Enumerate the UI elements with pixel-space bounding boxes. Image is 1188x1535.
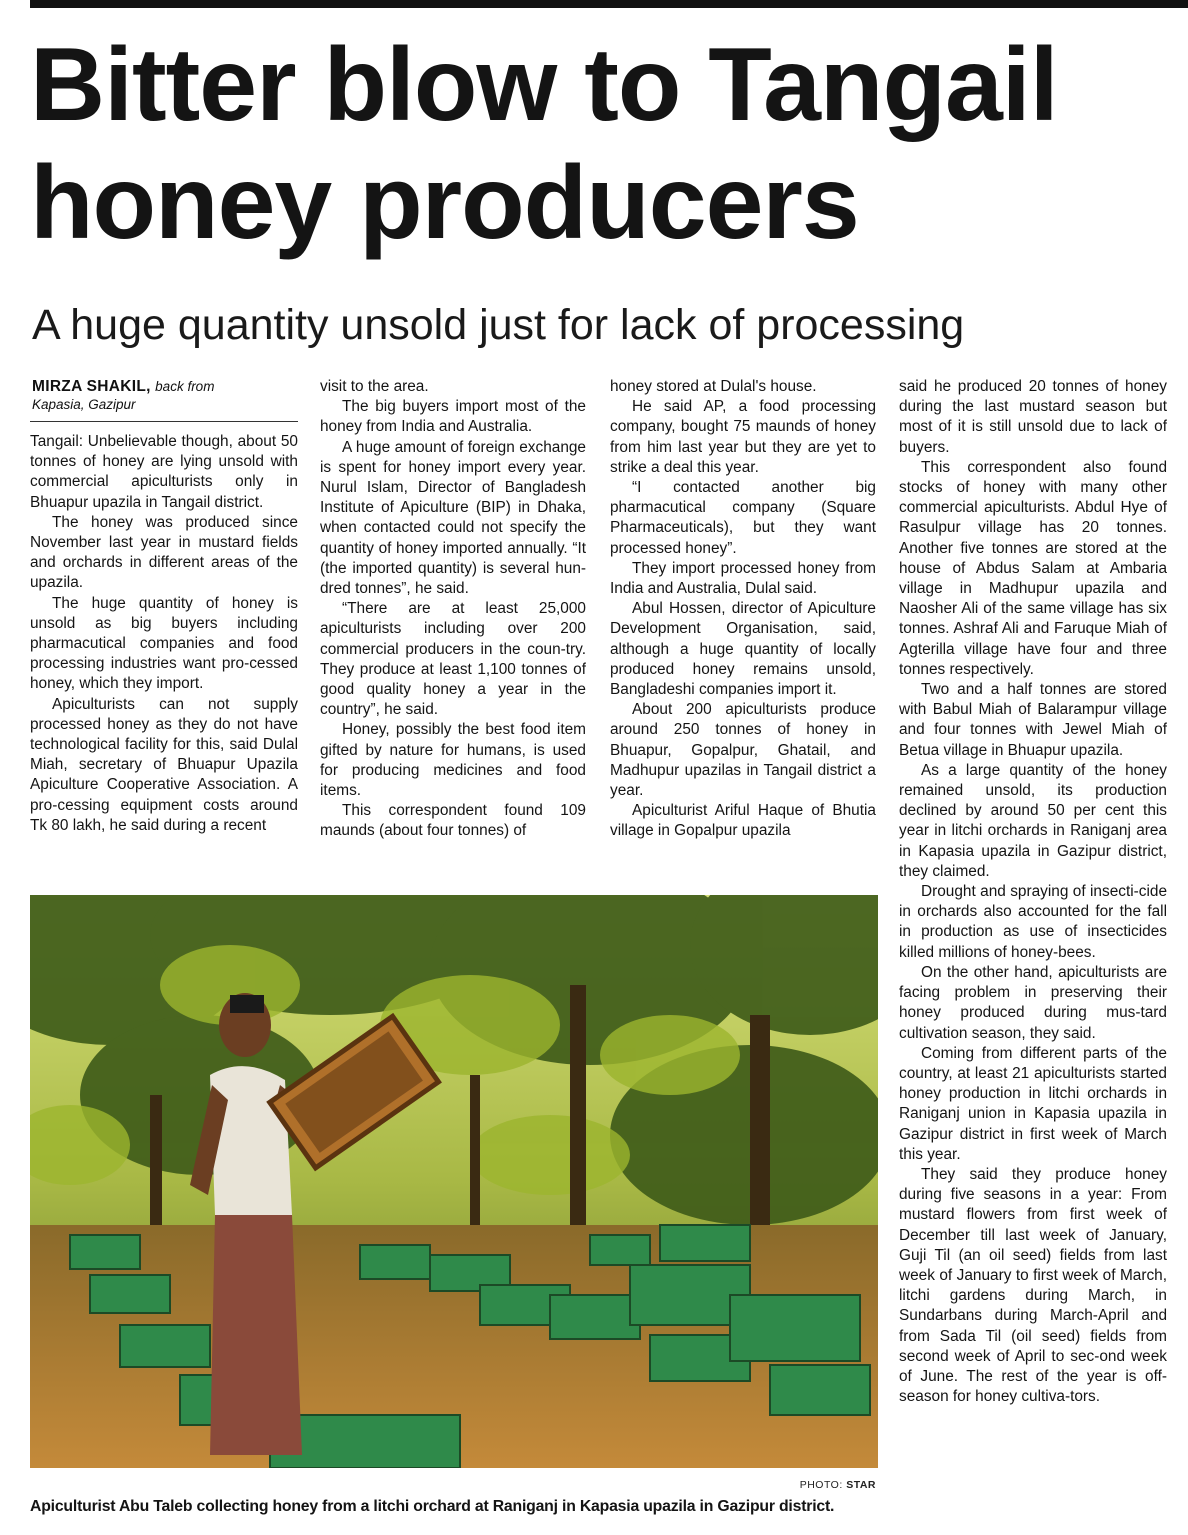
byline-from: back from [155,379,215,394]
article-paragraph: Two and a half tonnes are stored with Babul Miah of Balarampur village and four tonnes with Jewel Miah of Betua village in Bhuapur upazila. [899,681,1167,759]
article-paragraph: This correspondent also found stocks of honey with many other commercial apiculturists. Abdul Hye of Rasulpur village has 20 tonnes. Another five tonnes are stored at the house of Abdus Salam at Ambaria village in Madhupur upazila and Naosher Ali of the same village has six tonnes. Ashraf Ali and Faruque Miah of Agterilla village have four and three tonnes respectively. [899,458,1167,678]
article-paragraph: honey stored at Dulal's house. [610,378,817,395]
article-paragraph: Coming from different parts of the country, at least 21 apiculturists started honey production in litchi orchards in Raniganj union in Kapasia upazila in Gazipur district in first week of March this year. [899,1044,1167,1163]
article-paragraph: “There are at least 25,000 apiculturists including over 200 commercial producers in the coun-try. They produce at least 1,100 tonnes of good quality honey a year in the country”, he said. [320,600,586,719]
article-paragraph: They import processed honey from India and Australia, Dulal said. [610,559,876,598]
article-paragraph: visit to the area. [320,378,429,395]
article-paragraph: “I contacted another big pharmacutical company (Square Pharmaceuticals), but they want processed honey”. [610,479,876,557]
photo-illustration [30,895,878,1468]
article-column-4 [899,377,1167,1492]
article-paragraph: Apiculturists can not supply processed honey as they do not have technological facility for this, said Dulal Miah, secretary of Bhuapur Upazila Apiculture Cooperative Association. A pro-cessing equipment costs around Tk 80 lakh, he said during a recent [30,695,298,834]
headline: Bitter blow to Tangail honey producers [30,27,1058,261]
top-rule [30,0,1188,8]
photo-caption: Apiculturist Abu Taleb collecting honey from a litchi orchard at Raniganj in Kapasia upazila in Gazipur district. [30,1498,835,1515]
article-column-3 [610,377,876,867]
article-paragraph: About 200 apiculturists produce around 250 tonnes of honey in Bhuapur, Gopalpur, Ghatail, and Madhupur upazilas in Tangail district a year. [610,701,876,800]
byline-rule [30,421,298,422]
article-paragraph: They said they produce honey during five seasons in a year: From mustard flowers from first week of December till last week of January, Guji Til (an oil seed) fields from last week of January to first week of March, litchi gardens during March, in Sundarbans during March-April and from Sada Til (oil seed) fields from second week of April to sec-ond week of June. The rest of the year is off-season for honey cultiva-tors. [899,1165,1167,1406]
article-paragraph: Apiculturist Ariful Haque of Bhutia village in Gopalpur upazila [610,802,876,840]
byline-location: Kapasia, Gazipur [32,397,136,412]
article-paragraph: Honey, possibly the best food item gifted by nature for humans, is used for producing medicines and food items. [320,721,586,800]
photo-credit-prefix: PHOTO: [799,1479,843,1491]
article-paragraph: The big buyers import most of the honey from India and Australia. [320,398,586,436]
article-photo [30,895,878,1468]
article-paragraph: A huge amount of foreign exchange is spent for honey import every year. Nurul Islam, Director of Bangladesh Institute of Apiculture (BIP) in Dhaka, when contacted could not specify the quantity of honey imported annually. “It (the imported quantity) is several hun-dred tonnes”, he said. [320,438,586,598]
byline [32,378,298,413]
article-column-1 [30,432,298,882]
photo-credit [700,1479,876,1491]
article-paragraph: Abul Hossen, director of Apiculture Development Organisation, said, although a huge quantity of locally produced honey remains unsold, Bangladeshi companies import it. [610,600,876,699]
article-paragraph: The honey was produced since November last year in mustard fields and orchards in different areas of the upazila. [30,513,298,592]
byline-author: MIRZA SHAKIL, [32,378,151,395]
subheadline: A huge quantity unsold just for lack of processing [32,301,965,349]
article-paragraph: On the other hand, apiculturists are facing problem in preserving their honey produced during mus-tard cultivation season, they said. [899,963,1167,1042]
article-paragraph: Tangail: Unbelievable though, about 50 tonnes of honey are lying unsold with commercial apiculturists only in Bhuapur upazila in Tangail district. [30,433,298,511]
article-paragraph: As a large quantity of the honey remained unsold, its production declined by around 50 per cent this year in litchi orchards in Raniganj area in Kapasia upazila in Gazipur district, they claimed. [899,761,1167,880]
article-paragraph: said he produced 20 tonnes of honey during the last mustard season but most of it is still unsold due to lack of buyers. [899,378,1167,456]
article-paragraph: This correspondent found 109 maunds (about four tonnes) of [320,802,586,840]
article-paragraph: Drought and spraying of insecti-cide in orchards also accounted for the fall in production as use of insecticides killed millions of honey-bees. [899,883,1167,961]
article-column-2 [320,377,586,867]
article-paragraph: The huge quantity of honey is unsold as big buyers including pharmacutical companies and food processing industries want pro-cessed honey, which they import. [30,594,298,693]
photo-credit-source: STAR [846,1479,876,1491]
article-paragraph: He said AP, a food processing company, bought 75 maunds of honey from him last year but they are yet to strike a deal this year. [610,398,876,476]
